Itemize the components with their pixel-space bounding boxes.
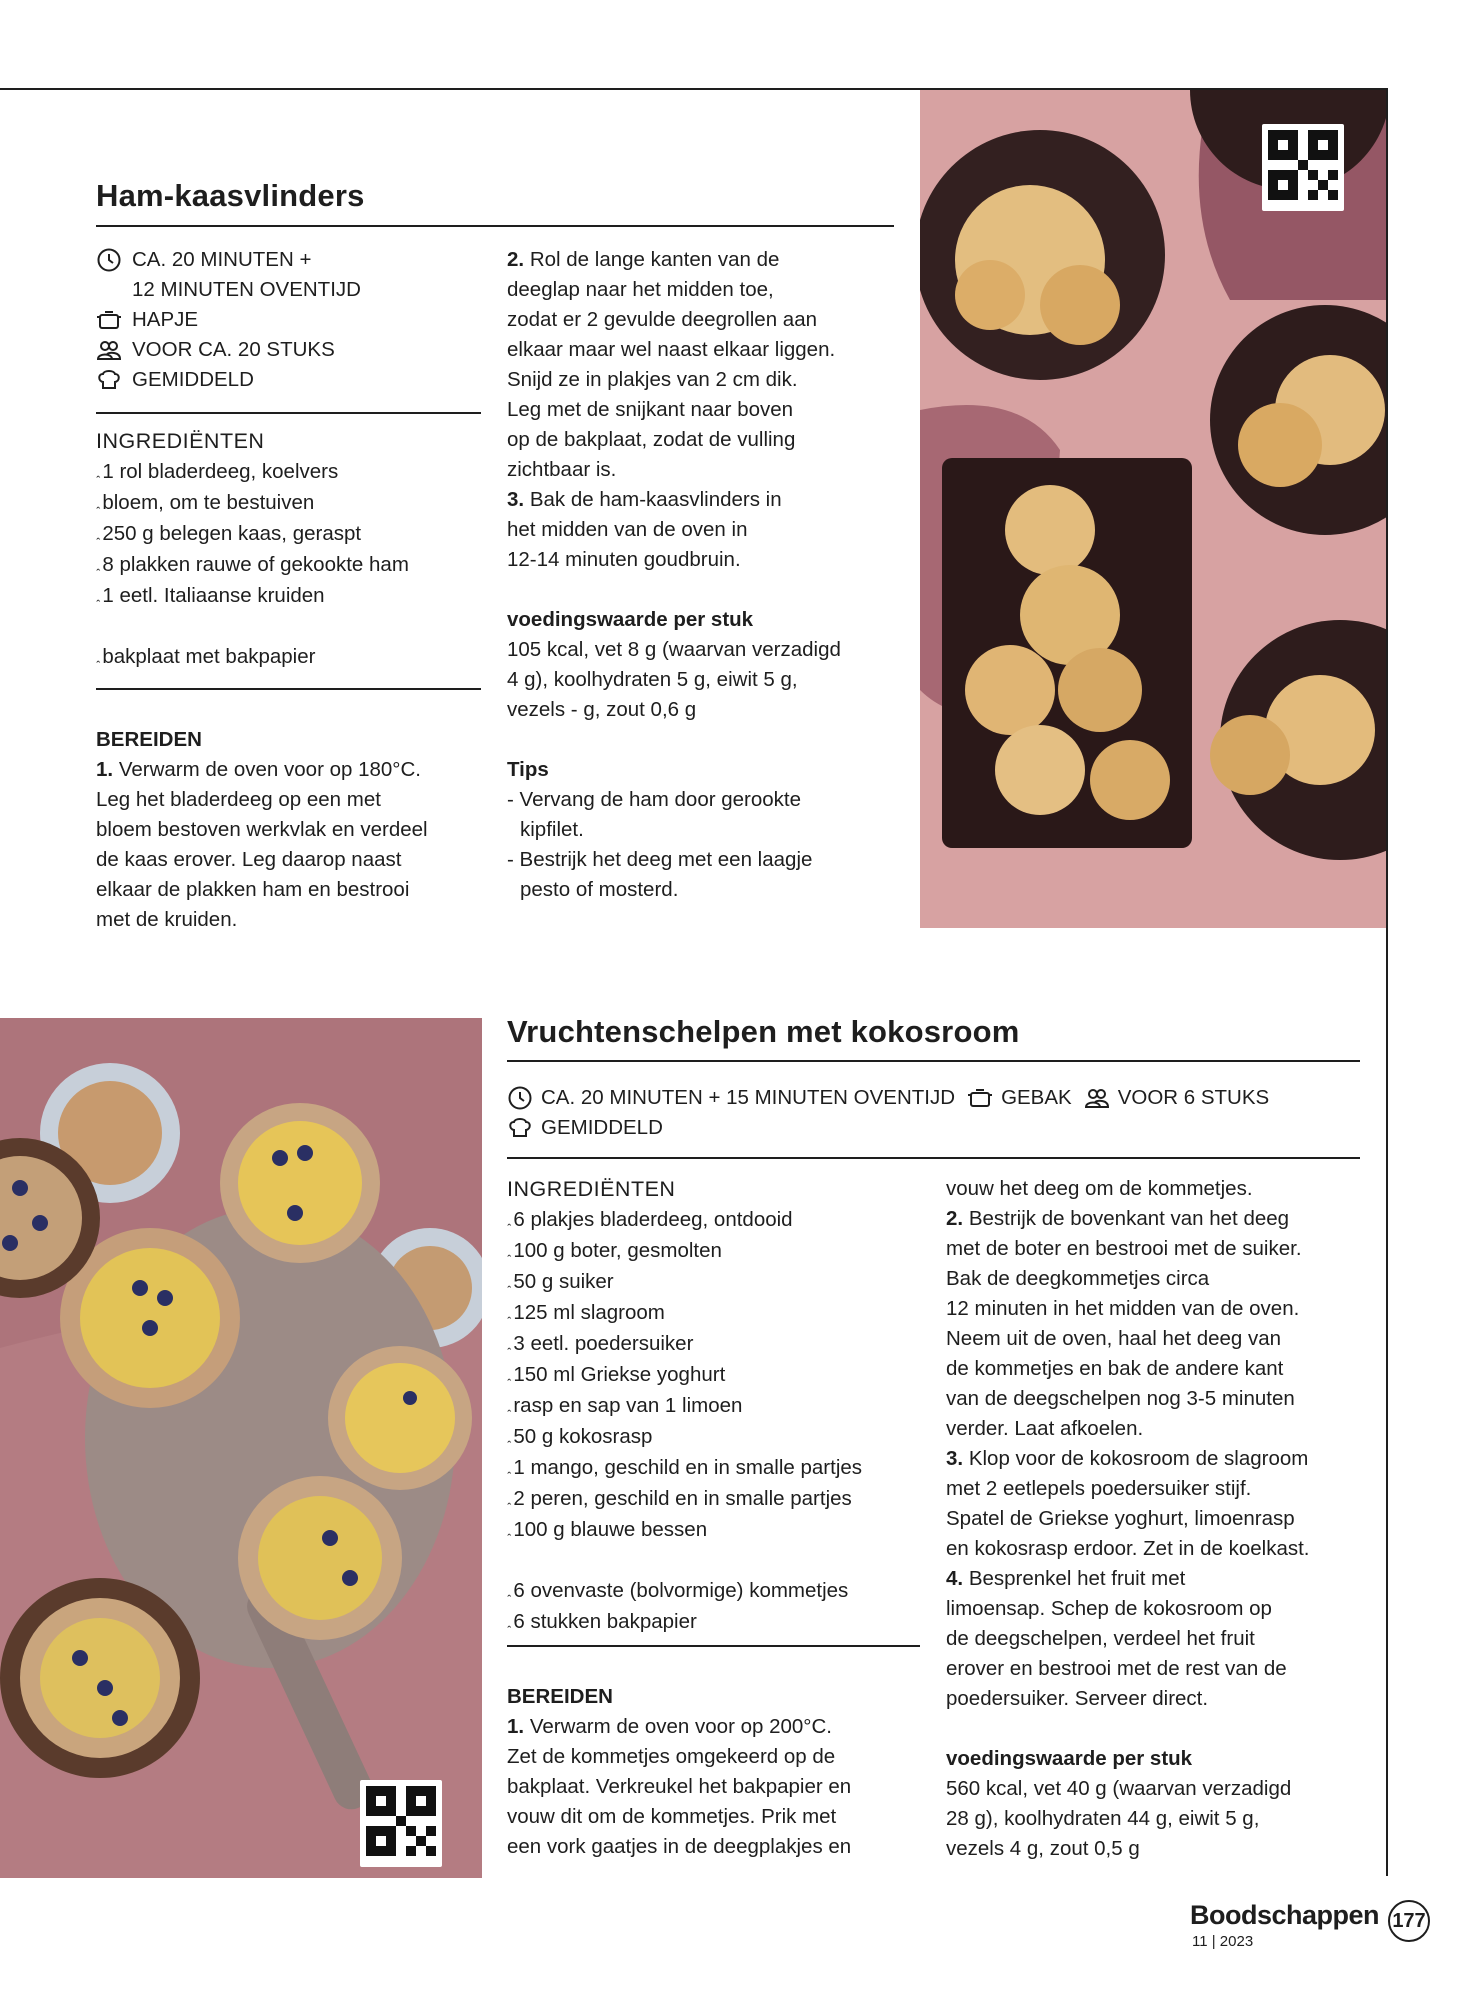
recipe2-meta-rule	[507, 1157, 1360, 1159]
recipe2-step2-line: de kommetjes en bak de andere kant	[946, 1357, 1284, 1380]
recipe1-qr-code[interactable]	[1262, 124, 1344, 211]
right-vertical-rule	[1386, 88, 1388, 1876]
recipe1-tip-cont: pesto of mosterd.	[520, 878, 679, 901]
list-item: ꞈ6 ovenvaste (bolvormige) kommetjes	[507, 1579, 849, 1602]
recipe1-step1-line: elkaar de plakken ham en bestrooi	[96, 878, 410, 901]
list-item: ꞈ1 mango, geschild en in smalle partjes	[507, 1456, 863, 1479]
list-item: ꞈ2 peren, geschild en in smalle partjes	[507, 1487, 852, 1510]
recipe1-nutrition-label: voedingswaarde per stuk	[507, 608, 754, 631]
recipe2-prepare	[507, 1682, 937, 1862]
recipe1-tip: - Vervang de ham door gerookte	[507, 788, 802, 811]
list-item: ꞈ6 stukken bakpapier	[507, 1610, 697, 1633]
brand-name: Boodschappen	[1190, 1900, 1380, 1930]
list-item: ꞈ125 ml slagroom	[507, 1301, 665, 1324]
recipe1-title-rule	[96, 225, 894, 227]
recipe2-step3-line: met 2 eetlepels poedersuiker stijf.	[946, 1477, 1252, 1500]
recipe2-step1-cont: vouw het deeg om de kommetjes.	[946, 1177, 1253, 1200]
chef-hat-icon	[96, 367, 122, 393]
page-number: 177	[1388, 1900, 1430, 1942]
recipe1-time	[96, 245, 476, 275]
recipe2-equipment-list	[507, 1575, 927, 1637]
recipe2-step2-line: van de deegschelpen nog 3-5 minuten	[946, 1387, 1295, 1410]
recipe1-photo-art	[920, 90, 1386, 928]
recipe2-meta	[507, 1083, 1367, 1143]
recipe2-step3-line: Spatel de Griekse yoghurt, limoenrasp	[946, 1507, 1295, 1530]
recipe2-step2-line: met de boter en bestrooi met de suiker.	[946, 1237, 1302, 1260]
recipe1-ingredients	[96, 426, 486, 672]
recipe1-step2-line: op de bakplaat, zodat de vulling	[507, 428, 796, 451]
recipe1-ingredients-label: INGREDIËNTEN	[96, 429, 265, 453]
recipe2-step3: 3. Klop voor de kokosroom de slagroom	[946, 1447, 1309, 1470]
recipe2-nutrition-label: voedingswaarde per stuk	[946, 1747, 1193, 1770]
qr-code-icon	[366, 1786, 436, 1856]
recipe1-tip-cont: kipfilet.	[520, 818, 584, 841]
recipe2-step1-line: Zet de kommetjes omgekeerd op de	[507, 1745, 836, 1768]
recipe2-ingredients-rule	[507, 1645, 920, 1647]
recipe1-step2-line: zichtbaar is.	[507, 458, 617, 481]
recipe1-prepare-label: BEREIDEN	[96, 728, 202, 751]
recipe1-servings-label: VOOR CA. 20 STUKS	[132, 338, 335, 361]
list-item: ꞈ50 g suiker	[507, 1270, 614, 1293]
recipe2-step2-line: Neem uit de oven, haal het deeg van	[946, 1327, 1282, 1350]
recipe1-tip: - Bestrijk het deeg met een laagje	[507, 848, 813, 871]
recipe1-nutrition-line: vezels - g, zout 0,6 g	[507, 698, 697, 721]
recipe1-time-cont	[96, 275, 476, 305]
list-item: ꞈ50 g kokosrasp	[507, 1425, 653, 1448]
recipe1-difficulty-label: GEMIDDELD	[132, 368, 254, 391]
list-item: ꞈ100 g blauwe bessen	[507, 1518, 708, 1541]
recipe2-step2: 2. Bestrijk de bovenkant van het deeg	[946, 1207, 1290, 1230]
issue-date: 11 | 2023	[1192, 1933, 1254, 1950]
recipe2-ingredients	[507, 1174, 927, 1637]
recipe1-step1-line: bloem bestoven werkvlak en verdeel	[96, 818, 428, 841]
recipe1-equipment-list	[96, 641, 486, 672]
clock-icon	[507, 1085, 533, 1111]
recipe2-ingredients-label: INGREDIËNTEN	[507, 1177, 676, 1201]
recipe2-step2-line: Bak de deegkommetjes circa	[946, 1267, 1210, 1290]
recipe1-difficulty	[96, 365, 476, 395]
chef-hat-icon	[507, 1115, 533, 1141]
recipe1-step2-line: Snijd ze in plakjes van 2 cm dik.	[507, 368, 798, 391]
recipe1-nutrition-line: 4 g), koolhydraten 5 g, eiwit 5 g,	[507, 668, 798, 691]
recipe1-nutrition-line: 105 kcal, vet 8 g (waarvan verzadigd	[507, 638, 841, 661]
recipe1-category	[96, 305, 476, 335]
recipe1-prepare	[96, 725, 496, 935]
recipe2-ingredient-list	[507, 1204, 927, 1545]
recipe2-step2-line: verder. Laat afkoelen.	[946, 1417, 1144, 1440]
recipe2-qr-code[interactable]	[360, 1780, 442, 1867]
recipe1-step3: 3. Bak de ham-kaasvlinders in	[507, 488, 782, 511]
recipe2-photo	[0, 1018, 482, 1878]
recipe2-time	[507, 1083, 955, 1113]
list-item: ꞈ3 eetl. poedersuiker	[507, 1332, 694, 1355]
recipe2-column2	[946, 1174, 1376, 1864]
recipe1-step2: 2. Rol de lange kanten van de	[507, 248, 780, 271]
recipe1-step3-line: het midden van de oven in	[507, 518, 748, 541]
recipe1-step2-line: elkaar maar wel naast elkaar liggen.	[507, 338, 836, 361]
recipe2-servings	[1084, 1083, 1270, 1113]
qr-code-icon	[1268, 130, 1338, 200]
recipe1-meta-rule	[96, 412, 481, 414]
list-item: ꞈ6 plakjes bladerdeeg, ontdooid	[507, 1208, 793, 1231]
recipe2-step4-line: limoensap. Schep de kokosroom op	[946, 1597, 1272, 1620]
recipe2-servings-label: VOOR 6 STUKS	[1117, 1086, 1270, 1109]
recipe1-step2-line: deeglap naar het midden toe,	[507, 278, 774, 301]
recipe2-step1-line: een vork gaatjes in de deegplakjes en	[507, 1835, 852, 1858]
recipe1-meta	[96, 245, 476, 395]
recipe2-step4: 4. Besprenkel het fruit met	[946, 1567, 1186, 1590]
recipe1-tips-label: Tips	[507, 758, 549, 781]
recipe1-step1: 1. Verwarm de oven voor op 180°C.	[96, 758, 422, 781]
list-item: ꞈrasp en sap van 1 limoen	[507, 1394, 743, 1417]
recipe2-step4-line: erover en bestrooi met de rest van de	[946, 1657, 1287, 1680]
list-item: ꞈ250 g belegen kaas, geraspt	[96, 522, 362, 545]
recipe2-step3-line: en kokosrasp erdoor. Zet in de koelkast.	[946, 1537, 1310, 1560]
recipe1-ingredient-list	[96, 456, 486, 611]
pan-icon	[967, 1085, 993, 1111]
list-item: ꞈ8 plakken rauwe of gekookte ham	[96, 553, 409, 576]
recipe1-step1-line: de kaas erover. Leg daarop naast	[96, 848, 402, 871]
list-item: ꞈ150 ml Griekse yoghurt	[507, 1363, 726, 1386]
recipe2-title: Vruchtenschelpen met kokosroom	[507, 1014, 1020, 1049]
recipe2-title-rule	[507, 1060, 1360, 1062]
people-icon	[1084, 1085, 1110, 1111]
list-item: ꞈ100 g boter, gesmolten	[507, 1239, 722, 1262]
recipe1-time-line1: CA. 20 MINUTEN +	[132, 248, 312, 271]
recipe1-column2	[507, 245, 897, 905]
list-item: ꞈ1 rol bladerdeeg, koelvers	[96, 460, 339, 483]
recipe1-servings	[96, 335, 476, 365]
clock-icon	[96, 247, 122, 273]
recipe2-difficulty	[507, 1113, 663, 1143]
recipe1-category-label: HAPJE	[132, 308, 199, 331]
recipe2-nutrition-line: 28 g), koolhydraten 44 g, eiwit 5 g,	[946, 1807, 1260, 1830]
recipe1-ingredients-rule	[96, 688, 481, 690]
recipe2-nutrition-line: vezels 4 g, zout 0,5 g	[946, 1837, 1140, 1860]
recipe2-step2-line: 12 minuten in het midden van de oven.	[946, 1297, 1300, 1320]
recipe2-time-label: CA. 20 MINUTEN + 15 MINUTEN OVENTIJD	[541, 1086, 956, 1109]
recipe2-step4-line: de deegschelpen, verdeel het fruit	[946, 1627, 1255, 1650]
recipe1-title: Ham-kaasvlinders	[96, 178, 365, 213]
recipe2-photo-art	[0, 1018, 482, 1878]
recipe1-photo	[920, 90, 1386, 928]
recipe2-category	[967, 1083, 1072, 1113]
recipe2-step4-line: poedersuiker. Serveer direct.	[946, 1687, 1209, 1710]
recipe1-step1-line: Leg het bladerdeeg op een met	[96, 788, 381, 811]
recipe2-difficulty-label: GEMIDDELD	[541, 1116, 663, 1139]
recipe1-step2-line: Leg met de snijkant naar boven	[507, 398, 794, 421]
recipe1-time-line2: 12 MINUTEN OVENTIJD	[132, 278, 361, 301]
list-item: ꞈbloem, om te bestuiven	[96, 491, 315, 514]
recipe2-step1: 1. Verwarm de oven voor op 200°C.	[507, 1715, 833, 1738]
recipe2-prepare-label: BEREIDEN	[507, 1685, 613, 1708]
recipe2-nutrition-line: 560 kcal, vet 40 g (waarvan verzadigd	[946, 1777, 1292, 1800]
recipe1-step3-line: 12-14 minuten goudbruin.	[507, 548, 741, 571]
recipe2-category-label: GEBAK	[1001, 1086, 1072, 1109]
recipe2-step1-line: vouw dit om de kommetjes. Prik met	[507, 1805, 837, 1828]
footer	[1190, 1900, 1430, 1960]
recipe1-step2-line: zodat er 2 gevulde deegrollen aan	[507, 308, 818, 331]
pan-icon	[96, 307, 122, 333]
people-icon	[96, 337, 122, 363]
list-item: ꞈbakplaat met bakpapier	[96, 645, 316, 668]
recipe2-step1-line: bakplaat. Verkreukel het bakpapier en	[507, 1775, 852, 1798]
list-item: ꞈ1 eetl. Italiaanse kruiden	[96, 584, 325, 607]
recipe1-step1-line: met de kruiden.	[96, 908, 238, 931]
